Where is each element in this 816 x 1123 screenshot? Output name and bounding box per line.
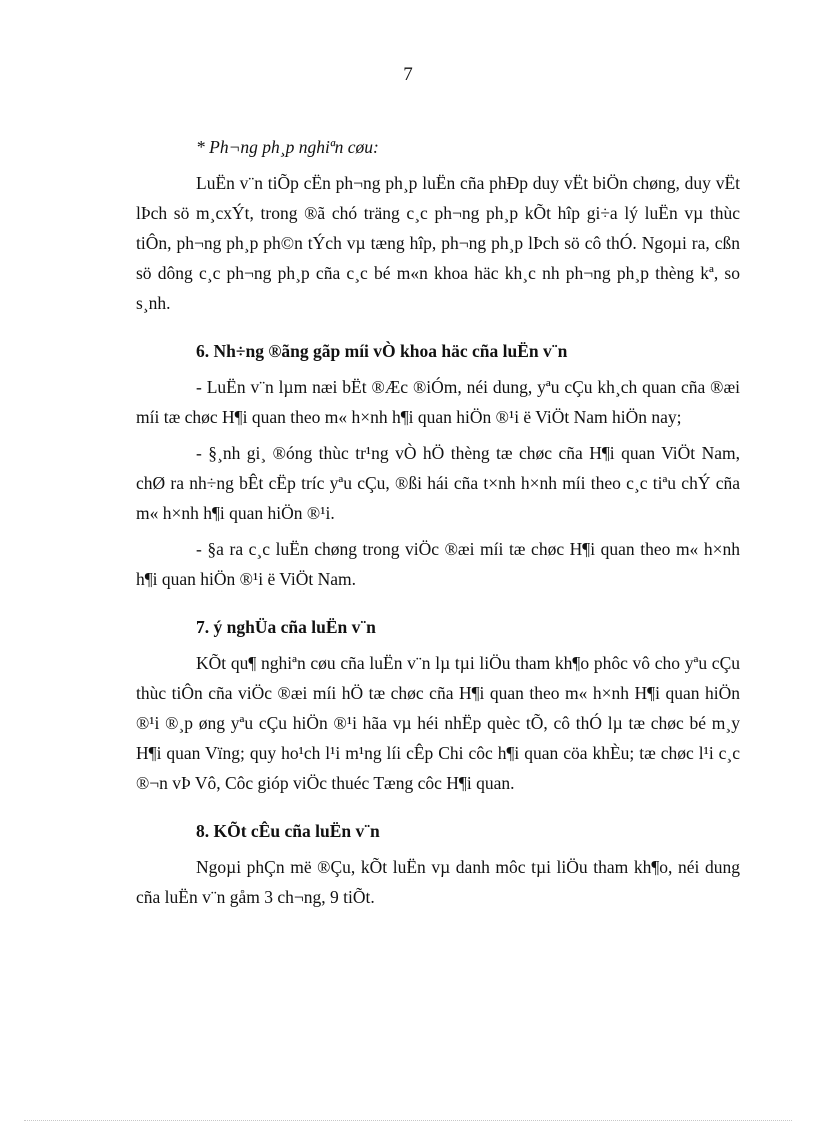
section-8-heading: 8. KÕt cÊu cña luËn v¨n (196, 821, 380, 841)
page-number: 7 (403, 64, 413, 85)
methods-heading: * Ph¬ng ph¸p nghiªn cøu: (196, 137, 379, 157)
document-body (136, 132, 740, 912)
methods-paragraph: LuËn v¨n tiÕp cËn ph¬ng ph¸p luËn cña phÐp duy vËt biÖn chøng, duy vËt lÞch sö m¸cxÝt, trong ®ã chó träng c¸c ph¬ng ph¸p kÕt hîp gi÷a lý luËn vµ thùc tiÔn, ph¬ng ph¸p ph©n tÝch vµ tæng hîp, ph¬ng ph¸p lÞch sö cô thÓ. Ngoµi ra, cßn sö dông c¸c ph¬ng ph¸p cña c¸c bé m«n khoa häc kh¸c nh ph¬ng ph¸p thèng kª, so s¸nh. (136, 173, 740, 313)
section-8-paragraph: Ngoµi phÇn më ®Çu, kÕt luËn vµ danh môc tµi liÖu tham kh¶o, néi dung cña luËn v¨n gåm 3 ch¬ng, 9 tiÕt. (136, 857, 740, 907)
section-6-item: - §¸nh gi¸ ®óng thùc tr¹ng vÒ hÖ thèng tæ chøc cña H¶i quan ViÖt Nam, chØ ra nh÷ng bÊt cËp tríc yªu cÇu, ®ßi hái cña t×nh h×nh míi theo c¸c tiªu chÝ cña m« h×nh h¶i quan hiÖn ®¹i. (136, 443, 740, 523)
section-6-heading: 6. Nh÷ng ®ãng gãp míi vÒ khoa häc cña luËn v¨n (196, 341, 568, 361)
section-6-item: - §a ra c¸c luËn chøng trong viÖc ®æi míi tæ chøc H¶i quan theo m« h×nh h¶i quan hiÖn ®¹i ë ViÖt Nam. (136, 539, 740, 589)
page-bottom-divider (24, 1120, 792, 1121)
section-7-heading: 7. ý nghÜa cña luËn v¨n (196, 617, 376, 637)
section-6-item: - LuËn v¨n lµm næi bËt ®Æc ®iÓm, néi dung, yªu cÇu kh¸ch quan cña ®æi míi tæ chøc H¶i quan theo m« h×nh h¶i quan hiÖn ®¹i ë ViÖt Nam hiÖn nay; (136, 377, 740, 427)
section-7-paragraph: KÕt qu¶ nghiªn cøu cña luËn v¨n lµ tµi liÖu tham kh¶o phôc vô cho yªu cÇu thùc tiÔn cña viÖc ®æi míi hÖ tæ chøc cña H¶i quan theo m« h×nh H¶i quan hiÖn ®¹i ®¸p øng yªu cÇu hiÖn ®¹i hãa vµ héi nhËp quèc tÕ, cô thÓ lµ tæ chøc bé m¸y H¶i quan Vïng; quy ho¹ch l¹i m¹ng líi cÊp Chi côc h¶i quan cöa khÈu; tæ chøc l¹i c¸c ®¬n vÞ Vô, Côc gióp viÖc thuéc Tæng côc H¶i quan. (136, 653, 740, 793)
